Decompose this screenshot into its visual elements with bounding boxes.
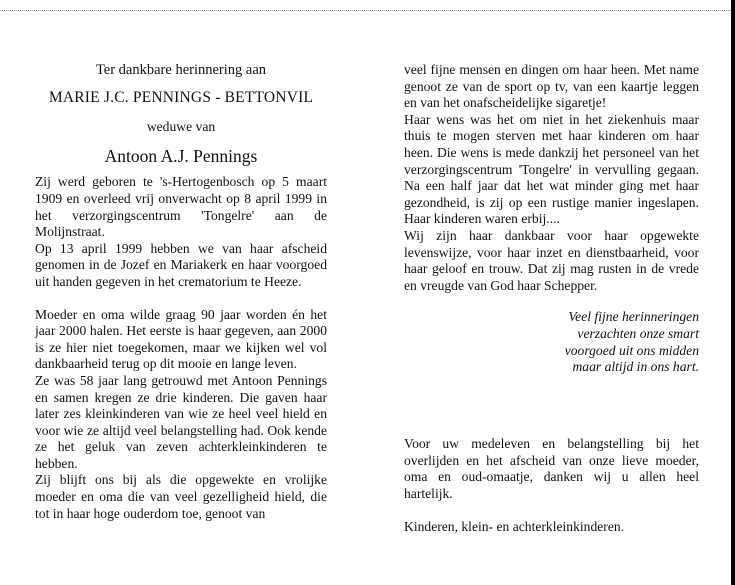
thanks-block [404, 436, 699, 536]
signature: Kinderen, klein- en achterkleinkinderen. [404, 519, 625, 535]
paragraph-age: Moeder en oma wilde graag 90 jaar worden én het jaar 2000 halen. Het eerste is haar gegeven, aan 2000 is ze hier niet toegekomen, maar we kijken wel vol dankbaarheid terug op dit mooie en lange leven. [35, 306, 327, 372]
paragraph-enjoyment: veel fijne mensen en dingen om haar heen. Met name genoot ze van de sport op tv, van een kaartje leggen en van het onafscheidelijke sigaretje! [404, 62, 699, 111]
right-column [404, 62, 699, 376]
paragraph-wish: Haar wens was het om niet in het ziekenhuis maar thuis te mogen sterven met haar kinderen om haar heen. Die wens is mede dankzij het personeel van het verzorgingscentrum 'Tongelre' in vervulling gegaan. Na een half jaar dat het wat minder ging met haar gezondheid, is zij op een rustige manier ingeslapen. Haar kinderen waren erbij.... [404, 111, 699, 227]
poem-line: Veel fijne herinneringen [568, 309, 699, 325]
widow-of-line: weduwe van [146, 119, 216, 135]
paragraph-farewell: Op 13 april 1999 hebben we van haar afscheid genomen in de Jozef en Mariakerk en haar voorgoed uit handen gegeven in het crematorium te Heeze. [35, 240, 327, 289]
husband-name: Antoon A.J. Pennings [104, 145, 258, 166]
deceased-name: MARIE J.C. PENNINGS - BETTONVIL [48, 88, 314, 106]
paragraph-thanks: Voor uw medeleven en belangstelling bij het overlijden en het afscheid van onze lieve moeder, oma en oud-omaatje, danken wij u allen heel hartelijk. [404, 436, 699, 501]
poem-line: maar altijd in ons hart. [572, 359, 699, 375]
paragraph-birth-death: Zij werd geboren te 's-Hertogenbosch op 5 maart 1909 en overleed vrij onverwacht op 8 april 1999 in het verzorgingscentrum 'Tongelre' aan de Molijnstraat. [35, 174, 327, 240]
paragraph-family: Ze was 58 jaar lang getrouwd met Antoon Pennings en samen kregen ze drie kinderen. Die gaven haar later zes kleinkinderen van wie ze heel veel hield en voor wie ze altijd veel belangstelling had. Ook kende ze het geluk van zeven achterkleinkinderen te hebben. [35, 372, 327, 471]
intro-line: Ter dankbare herinnering aan [95, 62, 267, 78]
card-edge [731, 0, 735, 585]
paragraph-memory: Zij blijft ons bij als die opgewekte en vrolijke moeder en oma die van veel gezelligheid hield, die tot in haar hoge ouderdom toe, genoot van [35, 472, 327, 521]
fold-line [0, 10, 735, 12]
left-column [35, 62, 327, 522]
poem-line: voorgoed uit ons midden [564, 342, 699, 358]
paragraph-gratitude: Wij zijn haar dankbaar voor haar opgewekte levenswijze, voor haar inzet en dienstbaarheid, voor haar geloof en trouw. Dat zij mag rusten in de vrede en vreugde van God haar Schepper. [404, 227, 699, 293]
poem-line: verzachten onze smart [577, 325, 699, 341]
poem [404, 309, 699, 375]
